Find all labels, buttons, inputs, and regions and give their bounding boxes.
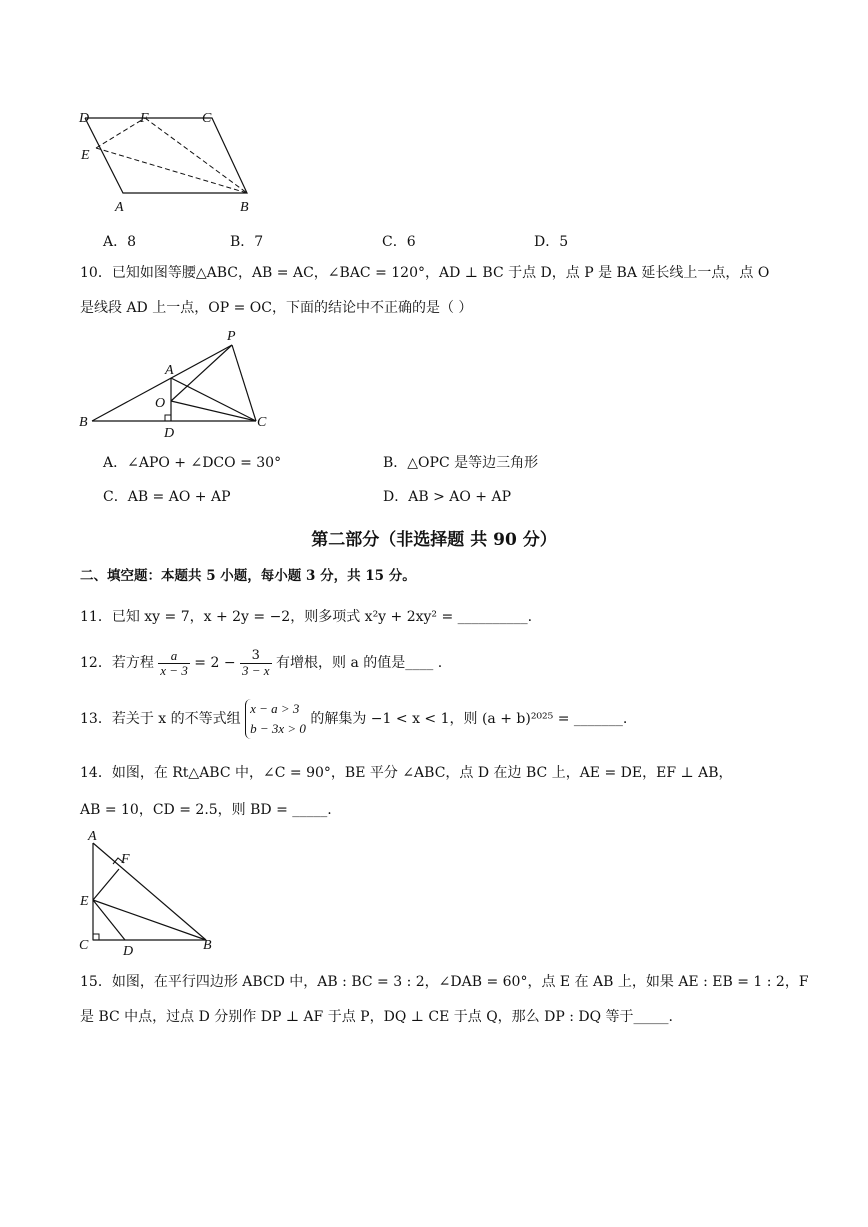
q12-stem (80, 645, 442, 681)
q9-option-a: A．8 (103, 234, 137, 250)
q15-stem-line1: 15．如图，在平行四边形 ABCD 中，AB : BC = 3 : 2，∠DAB = 60°，点 E 在 AB 上，如果 AE : EB = 1 : 2，F (80, 974, 809, 990)
q12-frac2-den: 3 − x (242, 662, 270, 678)
q12-frac2-num: 3 (240, 649, 272, 664)
q14-label-a: A (88, 829, 97, 844)
q13-stem (80, 697, 627, 741)
q14-label-f: F (121, 852, 130, 867)
q9-dash-fb (145, 118, 247, 193)
section2-heading: 二、填空题：本题共 5 小题，每小题 3 分，共 15 分。 (80, 568, 416, 584)
q10-option-b: B．△OPC 是等边三角形 (383, 455, 539, 471)
q9-label-a: A (115, 200, 124, 215)
q13-prefix: 13．若关于 x 的不等式组 (80, 711, 241, 727)
q10-label-a: A (165, 363, 174, 378)
q15-stem-line2: 是 BC 中点，过点 D 分别作 DP ⊥ AF 于点 P，DQ ⊥ CE 于点 Q，那么 DP : DQ 等于_____. (80, 1009, 673, 1025)
q14-stem-line1: 14．如图，在 Rt△ABC 中，∠C = 90°，BE 平分 ∠ABC，点 D 在边 BC 上，AE = DE，EF ⊥ AB， (80, 765, 733, 781)
q11-stem: 11．已知 xy = 7，x + 2y = −2，则多项式 x²y + 2xy² = __________. (80, 609, 533, 625)
q10-label-d: D (164, 426, 175, 440)
q13-ineq-2: b − 3x > 0 (250, 721, 306, 736)
q12-fraction-1 (158, 649, 190, 678)
q10-option-d: D．AB > AO + AP (383, 489, 512, 505)
q10-label-c: C (257, 415, 267, 430)
q9-dash-ef (96, 118, 145, 148)
q12-mid: = 2 − (194, 655, 236, 671)
q9-option-b: B．7 (230, 234, 264, 250)
q9-label-c: C (202, 111, 212, 126)
q10-label-p: P (227, 329, 236, 344)
q10-label-b: B (79, 415, 88, 430)
q10-stem-line2: 是线段 AD 上一点，OP = OC，下面的结论中不正确的是（ ） (80, 300, 473, 316)
q13-inequality-system (245, 699, 306, 739)
q10-option-a: A．∠APO + ∠DCO = 30° (103, 455, 282, 471)
q9-dash-eb (96, 148, 247, 193)
q14-label-c: C (79, 938, 89, 953)
q14-figure (75, 826, 225, 961)
q10-label-o: O (155, 396, 166, 411)
q14-stem-line2: AB = 10，CD = 2.5，则 BD = _____. (80, 802, 332, 818)
q10-option-c: C．AB = AO + AP (103, 489, 231, 505)
q14-label-e: E (80, 894, 89, 909)
q12-suffix: 有增根，则 a 的值是____ . (276, 655, 443, 671)
q14-label-b: B (203, 938, 212, 953)
q12-fraction-2 (240, 649, 272, 678)
q13-suffix: 的解集为 −1 < x < 1，则 (a + b)²⁰²⁵ = _______. (310, 711, 628, 727)
q9-label-b: B (240, 200, 249, 215)
part2-title: 第二部分（非选择题 共 90 分） (311, 530, 557, 550)
q9-option-d: D．5 (534, 234, 569, 250)
q9-option-c: C．6 (382, 234, 416, 250)
q10-stem-line1: 10．已知如图等腰△ABC，AB = AC，∠BAC = 120°，AD ⊥ BC 于点 D，点 P 是 BA 延长线上一点，点 O (80, 265, 770, 281)
q9-label-e: E (81, 148, 90, 163)
q12-frac1-den: x − 3 (160, 662, 188, 678)
q14-label-d: D (123, 944, 134, 959)
q10-figure (75, 325, 275, 440)
q12-prefix: 12．若方程 (80, 655, 154, 671)
q9-figure (75, 105, 265, 215)
q12-frac1-num: a (158, 649, 190, 664)
q9-label-d: D (79, 111, 90, 126)
q9-parallelogram (85, 118, 247, 193)
q9-label-f: F (140, 111, 149, 126)
q13-ineq-1: x − a > 3 (250, 701, 300, 716)
